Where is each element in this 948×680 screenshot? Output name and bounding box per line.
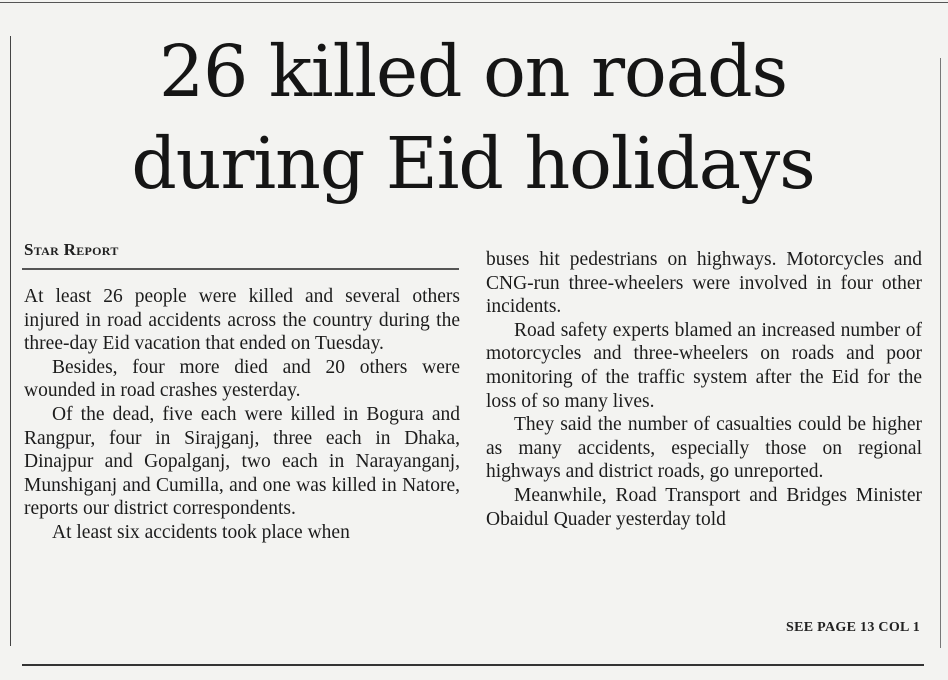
article-column-1: [24, 285, 460, 545]
bottom-rule: [22, 664, 924, 666]
paragraph: Besides, four more died and 20 others were wounded in road crashes yesterday.: [24, 356, 460, 402]
headline-line-2: during Eid holidays: [131, 122, 815, 205]
left-column-rule: [10, 36, 11, 646]
headline: [22, 26, 924, 210]
right-column-rule: [940, 58, 941, 648]
paragraph: Of the dead, five each were killed in Bogura and Rangpur, four in Sirajganj, three each in Dhaka, Dinajpur and Gopalganj, two each in Narayanganj, Munshiganj and Cumilla, and one was killed in Natore, reports our district correspondents.: [24, 403, 460, 520]
paragraph: buses hit pedestrians on highways. Motorcycles and CNG-run three-wheelers were involved in four other incidents.: [486, 249, 922, 318]
byline-rule: [22, 268, 459, 270]
paragraph: They said the number of casualties could be higher as many accidents, especially those on regional highways and district roads, go unreported.: [486, 414, 922, 483]
top-rule: [0, 2, 948, 3]
paragraph: Road safety experts blamed an increased number of motorcycles and three-wheelers on roads and poor monitoring of the traffic system after the Eid for the loss of so many lives.: [486, 319, 922, 412]
paragraph: At least 26 people were killed and several others injured in road accidents across the country during the three-day Eid vacation that ended on Tuesday.: [24, 286, 460, 355]
paragraph: Meanwhile, Road Transport and Bridges Minister Obaidul Quader yesterday told: [486, 484, 922, 530]
article-column-2: [486, 248, 922, 531]
paragraph: At least six accidents took place when: [52, 521, 350, 543]
headline-line-1: 26 killed on roads: [158, 30, 788, 113]
continued-on-page: SEE PAGE 13 COL 1: [786, 620, 920, 635]
byline: Star Report: [24, 240, 119, 259]
